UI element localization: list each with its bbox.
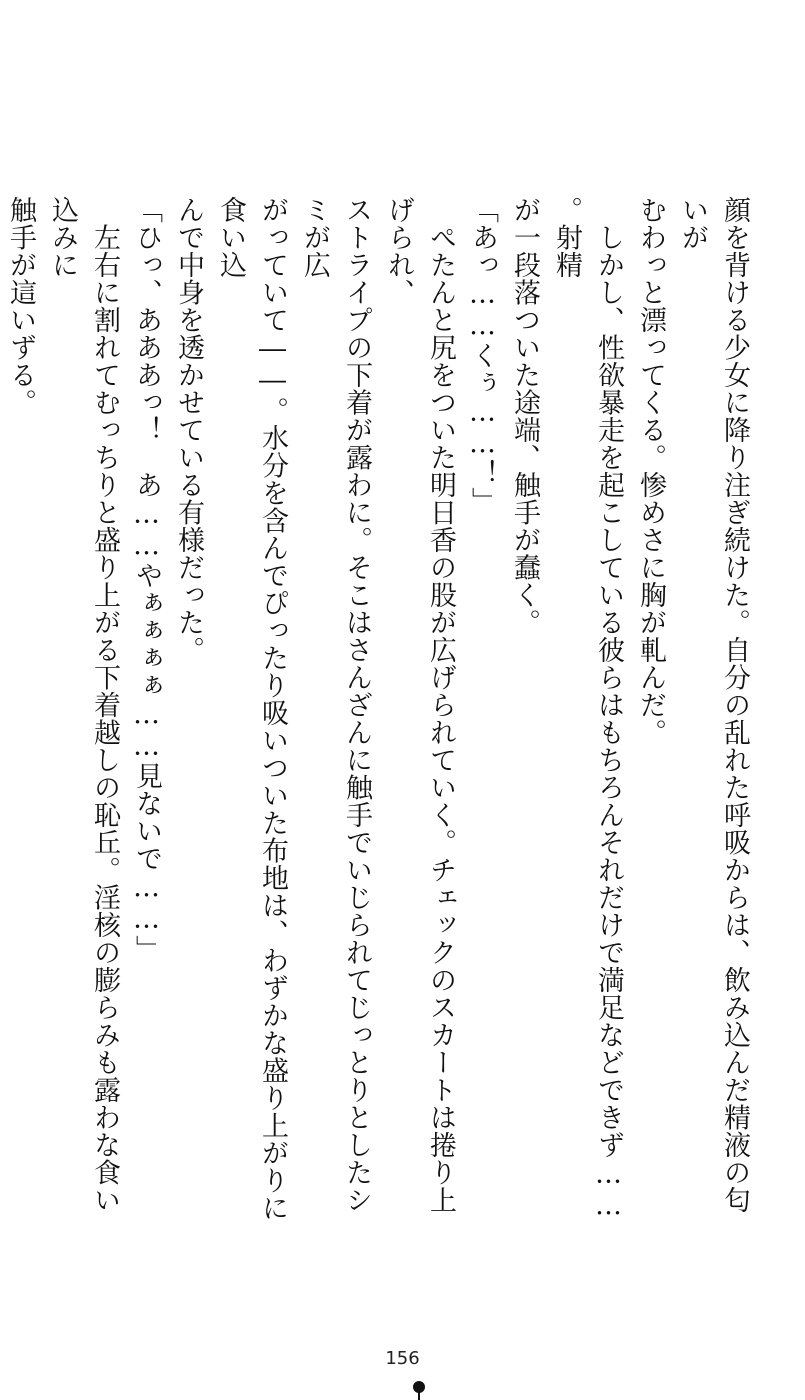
text-line-9: んで中身を透かせている有様だった。 [173,196,204,664]
text-line-4: が一段落ついた途端、触手が蠢く。 [509,196,540,636]
binding-marker-line [418,1391,420,1400]
text-line-3: しかし、性欲暴走を起こしている彼らはもちろんそれだけで満足などできず……。射精 [551,196,624,1222]
text-line-1: 顔を背ける少女に降り注ぎ続けた。自分の乱れた呼吸からは、飲み込んだ精液の匂いが [677,196,750,1214]
text-line-10: 「ひっ、あああっ！ あ……やぁぁぁぁ……見ないで……」 [131,196,162,963]
text-line-8: がっていて――。水分を含んでぴったり吸いついた布地は、わずかな盛り上がりに食い込 [215,196,288,1222]
text-line-11: 左右に割れてむっちりと盛り上がる下着越しの恥丘。淫核の膨らみも露わな食い込みに [47,196,120,1214]
text-line-12: 触手が這いずる。 [5,196,36,416]
text-line-6: ぺたんと尻をついた明日香の股が広げられていく。チェックのスカートは捲り上げられ、 [383,196,456,1214]
text-line-5: 「あっ……くぅ……！」 [467,196,498,515]
text-line-2: むわっと漂ってくる。惨めさに胸が軋んだ。 [635,196,666,746]
text-line-7: ストライプの下着が露わに。そこはさんざんに触手でいじられてじっとりとしたシミが広 [299,196,372,1214]
vertical-text-column [5,196,755,1226]
body-text-block [5,196,755,1226]
page-number: 156 [385,1348,420,1369]
